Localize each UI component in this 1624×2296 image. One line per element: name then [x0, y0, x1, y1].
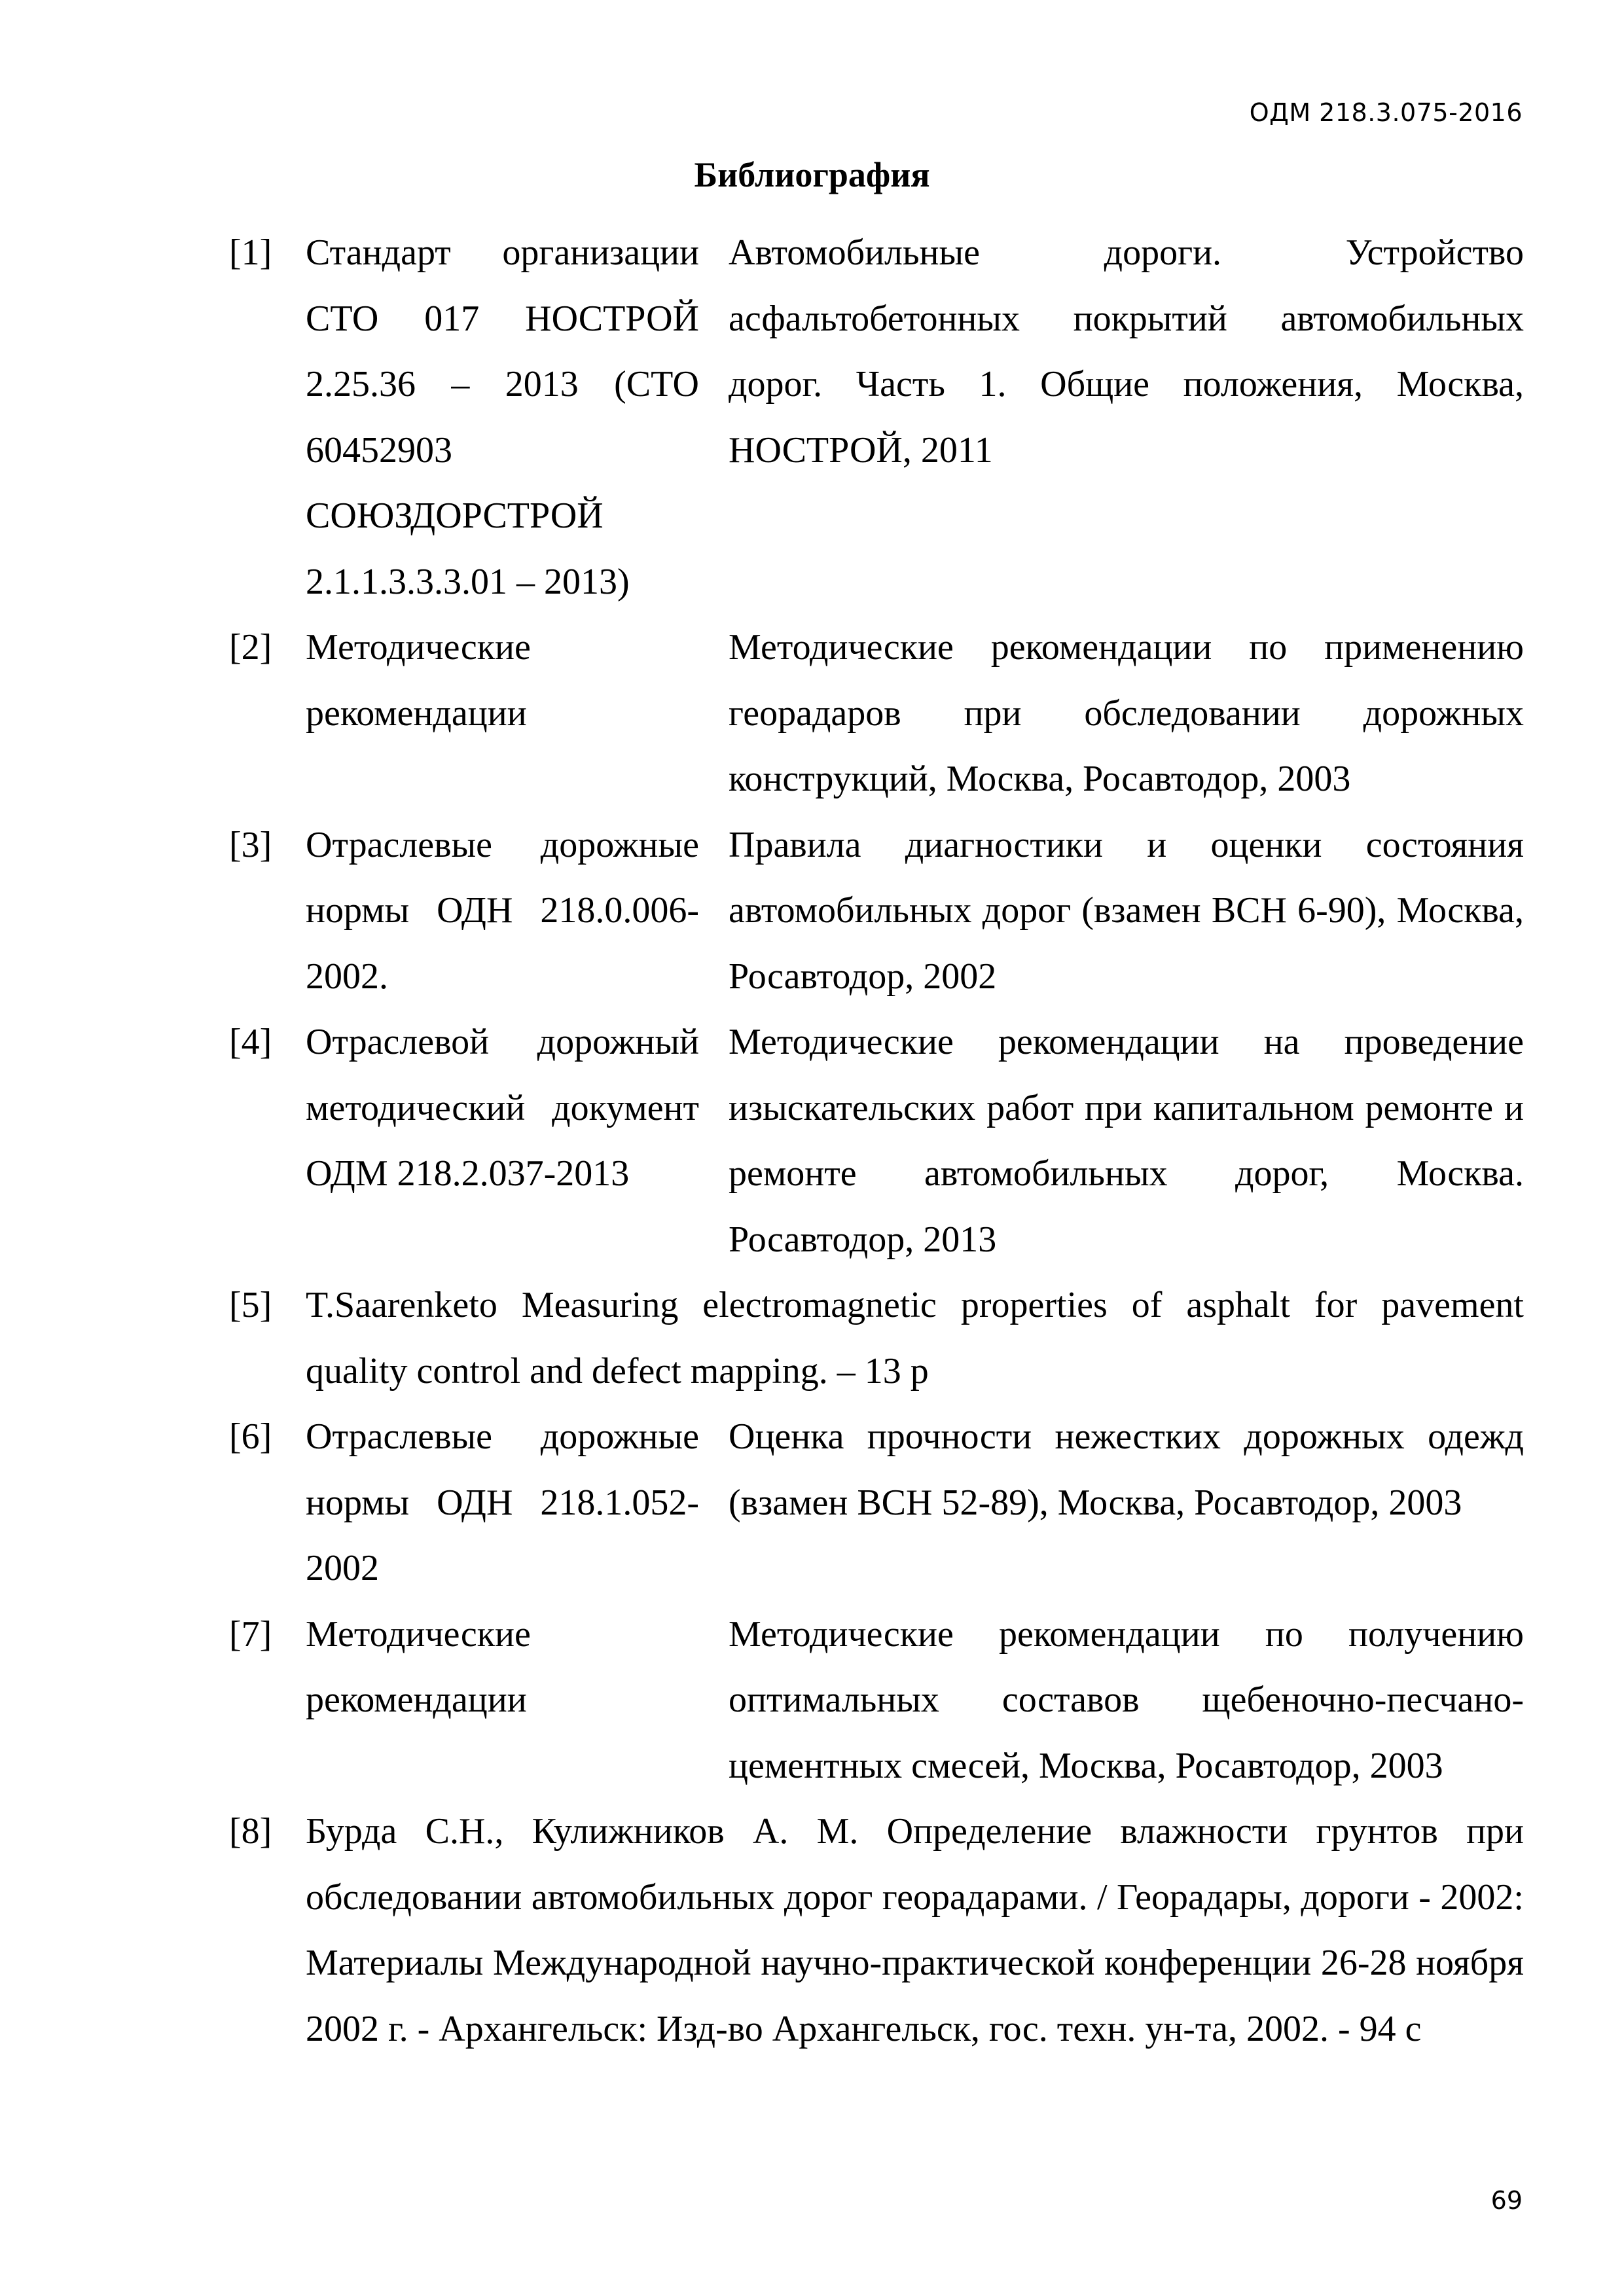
bibliography-entry [229, 1404, 1524, 1602]
entry-title: Автомобильные дороги. Устройство асфальтобетонных покрытий автомобильных дорог. Часть 1. Общие положения, Москва, НОСТРОЙ, 2011 [729, 232, 1524, 471]
bibliography-entry [229, 1009, 1524, 1272]
entry-text: T.Saarenketo Measuring electromagnetic properties of asphalt for pavement quality control and defect mapping. – 13 p [306, 1285, 1524, 1391]
entry-title: Оценка прочности нежестких дорожных одежд (взамен ВСН 52-89), Москва, Росавтодор, 2003 [729, 1416, 1524, 1523]
bibliography-entry [229, 812, 1524, 1010]
bibliography-entry [229, 1272, 1524, 1404]
entry-source: Методические рекомендации [306, 627, 531, 734]
entry-title: Методические рекомендации на проведение изыскательских работ при капитальном ремонте и ремонте автомобильных дорог, Москва. Росавтодор, 2013 [729, 1022, 1524, 1260]
entry-number: [7] [229, 1613, 272, 1655]
document-code: ОДМ 218.3.075-2016 [1249, 98, 1523, 127]
entry-source: Отраслевой дорожный методический документ ОДМ 218.2.037-2013 [306, 1022, 699, 1194]
bibliography-entry [229, 615, 1524, 812]
entry-number: [1] [229, 232, 272, 273]
entry-title: Методические рекомендации по получению оптимальных составов щебеночно-песчано-цементных смесей, Москва, Росавтодор, 2003 [729, 1613, 1524, 1786]
page-number: 69 [1490, 2186, 1523, 2215]
entry-number: [5] [229, 1285, 272, 1325]
entry-source: Методические рекомендации [306, 1613, 531, 1720]
bibliography-entry [229, 1602, 1524, 1799]
entry-source: Стандарт организации СТО 017 НОСТРОЙ 2.25.36 – 2013 (СТО 60452903 СОЮЗДОРСТРОЙ 2.1.1.3.3.3.01 – 2013) [306, 232, 699, 602]
bibliography-entry [229, 220, 1524, 615]
page-title: Библиография [694, 155, 930, 194]
entry-number: [4] [229, 1022, 272, 1062]
entry-number: [6] [229, 1416, 272, 1457]
entry-text: Бурда С.Н., Кулижников А. М. Определение влажности грунтов при обследовании автомобильных дорог георадарами. / Георадары, дороги - 2002: Материалы Международной научно-практической конференции 26-28 ноября 2002 г. - Архангельск: Изд-во Архангельск, гос. техн. ун-та, 2002. - 94 с [306, 1811, 1524, 2049]
entry-source: Отраслевые дорожные нормы ОДН 218.0.006-2002. [306, 824, 699, 997]
entry-number: [2] [229, 627, 272, 668]
entry-source: Отраслевые дорожные нормы ОДН 218.1.052-2002 [306, 1416, 699, 1588]
entry-number: [3] [229, 824, 272, 865]
entry-title: Правила диагностики и оценки состояния автомобильных дорог (взамен ВСН 6-90), Москва, Росавтодор, 2002 [729, 824, 1524, 997]
entry-number: [8] [229, 1811, 272, 1852]
bibliography-entry [229, 1799, 1524, 2062]
bibliography-list [229, 220, 1524, 2062]
entry-title: Методические рекомендации по применению георадаров при обследовании дорожных конструкций, Москва, Росавтодор, 2003 [729, 627, 1524, 799]
